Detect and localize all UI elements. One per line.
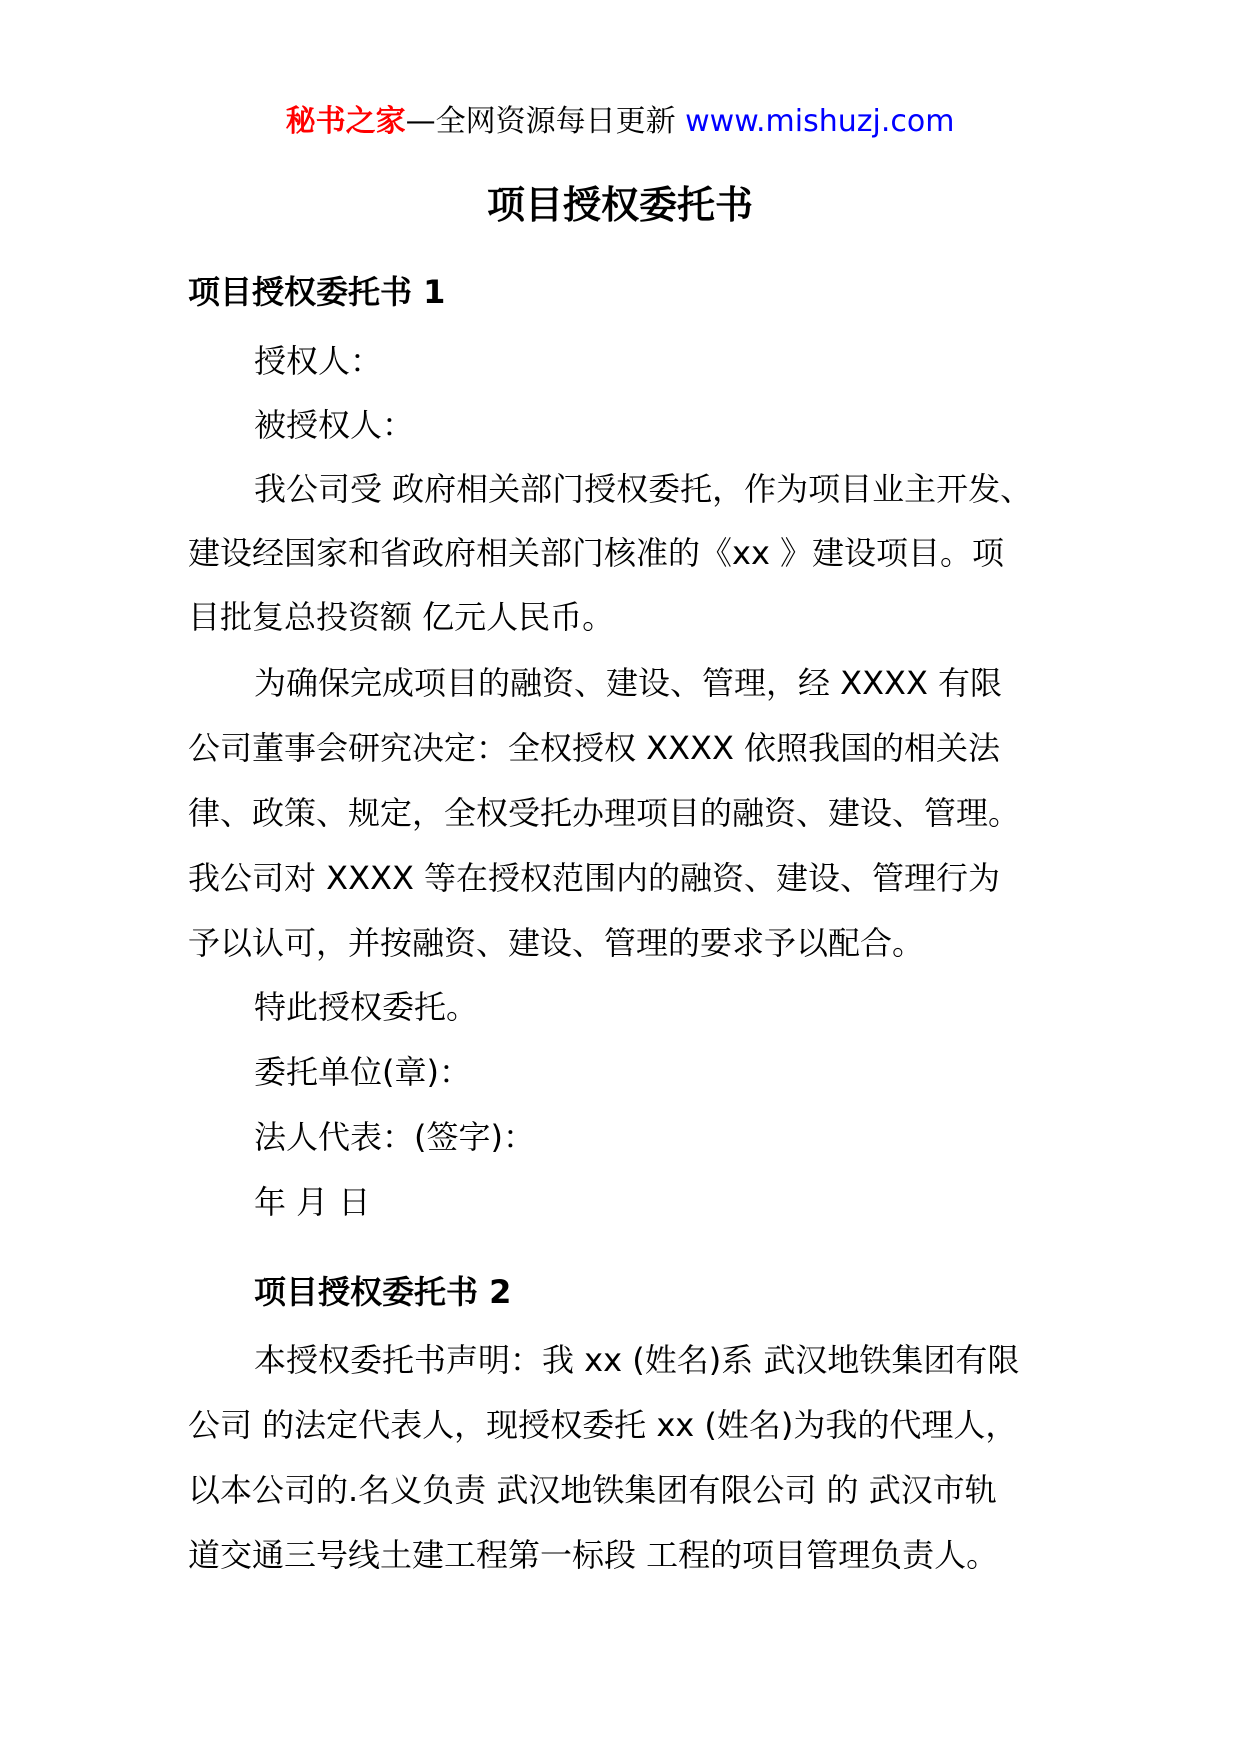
paragraph-line: 以本公司的.名义负责 武汉地铁集团有限公司 的 武汉市轨 — [188, 1471, 997, 1509]
section1-heading: 项目授权委托书 1 — [188, 273, 446, 311]
header-slogan: —全网资源每日更新 — [405, 104, 676, 139]
legal-representative-line: 法人代表：(签字)： — [254, 1118, 535, 1156]
paragraph-line: 被授权人： — [254, 406, 415, 444]
paragraph-line: 特此授权委托。 — [254, 988, 479, 1026]
signature-unit-line: 委托单位(章)： — [254, 1053, 471, 1091]
paragraph-line: 目批复总投资额 亿元人民币。 — [188, 598, 615, 636]
site-url-link[interactable]: www.mishuzj.com — [685, 104, 955, 139]
paragraph-line: 我公司对 XXXX 等在授权范围内的融资、建设、管理行为 — [188, 859, 1001, 897]
paragraph-line: 建设经国家和省政府相关部门核准的《xx 》建设项目。项 — [188, 534, 1005, 572]
paragraph-line: 为确保完成项目的融资、建设、管理，经 XXXX 有限 — [254, 664, 1003, 702]
paragraph-line: 公司董事会研究决定：全权授权 XXXX 依照我国的相关法 — [188, 729, 1001, 767]
date-line: 年 月 日 — [254, 1183, 371, 1221]
brand-name: 秘书之家 — [285, 104, 406, 139]
site-header — [0, 102, 1240, 142]
paragraph-line: 道交通三号线土建工程第一标段 工程的项目管理负责人。 — [188, 1536, 999, 1574]
paragraph-line: 律、政策、规定，全权受托办理项目的融资、建设、管理。 — [188, 794, 1021, 832]
paragraph-line: 予以认可，并按融资、建设、管理的要求予以配合。 — [188, 924, 925, 962]
paragraph-line: 公司 的法定代表人，现授权委托 xx (姓名)为我的代理人， — [188, 1406, 1018, 1444]
document-title: 项目授权委托书 — [486, 183, 753, 227]
paragraph-line: 本授权委托书声明：我 xx (姓名)系 武汉地铁集团有限 — [254, 1341, 1020, 1379]
paragraph-line: 我公司受 政府相关部门授权委托，作为项目业主开发、 — [254, 470, 1033, 508]
section2-heading: 项目授权委托书 2 — [254, 1273, 512, 1311]
paragraph-line: 授权人： — [254, 342, 383, 380]
